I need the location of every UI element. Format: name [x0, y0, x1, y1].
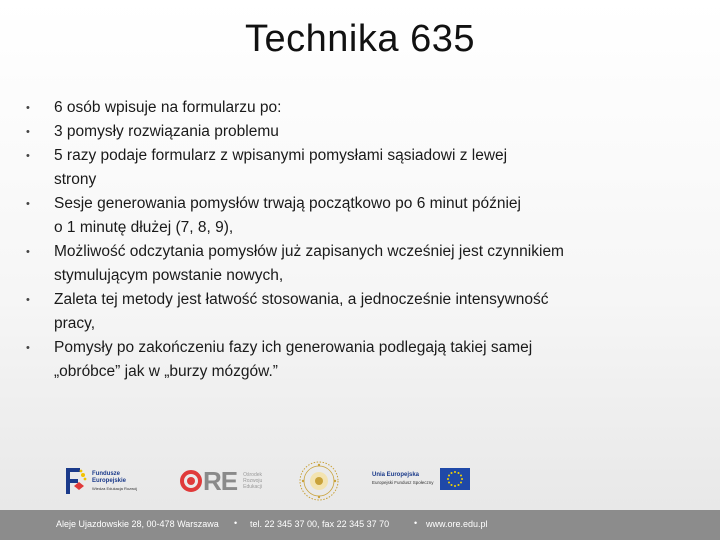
- eu-funds-line2: Europejskie: [92, 477, 127, 484]
- footer-separator: •: [234, 518, 238, 528]
- bullet-dot-icon: •: [26, 342, 30, 354]
- bullet-item: [26, 192, 686, 240]
- bullet-item: [26, 144, 686, 192]
- bullet-dot-icon: •: [26, 150, 30, 162]
- ore-side-line1: Ośrodek: [243, 472, 263, 478]
- bullet-line: „obróbce” jak w „burzy mózgów.”: [54, 363, 278, 380]
- bullet-line: 6 osób wpisuje na formularzu po:: [54, 99, 282, 116]
- bullet-line: Możliwość odczytania pomysłów już zapisanych wcześniej jest czynnikiem: [54, 243, 564, 260]
- ore-side-line3: Edukacji: [243, 484, 263, 490]
- partner-logos: [0, 460, 720, 505]
- eu-funds-logo-text: [92, 471, 137, 492]
- eu-union-line2: Europejski Fundusz Społeczny: [372, 480, 434, 485]
- bullet-list: [26, 96, 686, 384]
- eu-funds-line3: Wiedza Edukacja Rozwój: [92, 485, 138, 491]
- bullet-dot-icon: •: [26, 246, 30, 258]
- bullet-item: [26, 96, 686, 120]
- bullet-line: Sesje generowania pomysłów trwają początkowo po 6 minut później: [54, 195, 521, 212]
- ore-logo-subtext: [243, 472, 262, 490]
- footer-address: Aleje Ujazdowskie 28, 00-478 Warszawa: [56, 519, 219, 529]
- bullet-line: o 1 minutę dłużej (7, 8, 9),: [54, 219, 234, 236]
- bullet-dot-icon: •: [26, 198, 30, 210]
- ore-logo-letters: RE: [203, 465, 238, 496]
- ore-side-line2: Rozwoju: [243, 478, 263, 484]
- bullet-dot-icon: •: [26, 126, 30, 138]
- eu-funds-logo: [66, 466, 137, 496]
- eu-funds-logo-icon: [66, 468, 88, 494]
- eu-funds-line1: Fundusze: [92, 470, 120, 477]
- bullet-item: [26, 288, 686, 336]
- eu-union-line1: Unia Europejska: [372, 472, 420, 478]
- footer-phone: tel. 22 345 37 00, fax 22 345 37 70: [250, 519, 390, 529]
- bullet-line: stymulującym powstanie nowych,: [54, 267, 284, 284]
- bullet-line: Pomysły po zakończeniu fazy ich generowania podlegają takiej samej: [54, 339, 533, 356]
- eu-flag-icon: [440, 468, 470, 490]
- footer-bar: [0, 510, 720, 540]
- bullet-line: 3 pomysły rozwiązania problemu: [54, 123, 279, 140]
- bullet-dot-icon: •: [26, 102, 30, 114]
- footer-separator: •: [414, 518, 418, 528]
- bullet-item: [26, 336, 686, 384]
- bullet-dot-icon: •: [26, 294, 30, 306]
- bullet-line: pracy,: [54, 315, 96, 332]
- footer-website-link[interactable]: www.ore.edu.pl: [426, 519, 488, 529]
- bullet-item: [26, 120, 686, 144]
- bullet-line: strony: [54, 171, 97, 188]
- ore-logo: [180, 466, 262, 496]
- slide-title: Technika 635: [245, 18, 475, 60]
- eu-union-logo-text: [372, 472, 434, 486]
- bullet-line: 5 razy podaje formularz z wpisanymi pomysłami sąsiadowi z lewej: [54, 147, 508, 164]
- ore-logo-icon: [180, 470, 202, 492]
- eu-union-logo: [372, 468, 470, 490]
- bullet-line: Zaleta tej metody jest łatwość stosowania, a jednocześnie intensywność: [54, 291, 549, 308]
- jubilee-seal-icon: [298, 460, 340, 502]
- ore-logo-wordmark: [180, 466, 237, 497]
- bullet-item: [26, 240, 686, 288]
